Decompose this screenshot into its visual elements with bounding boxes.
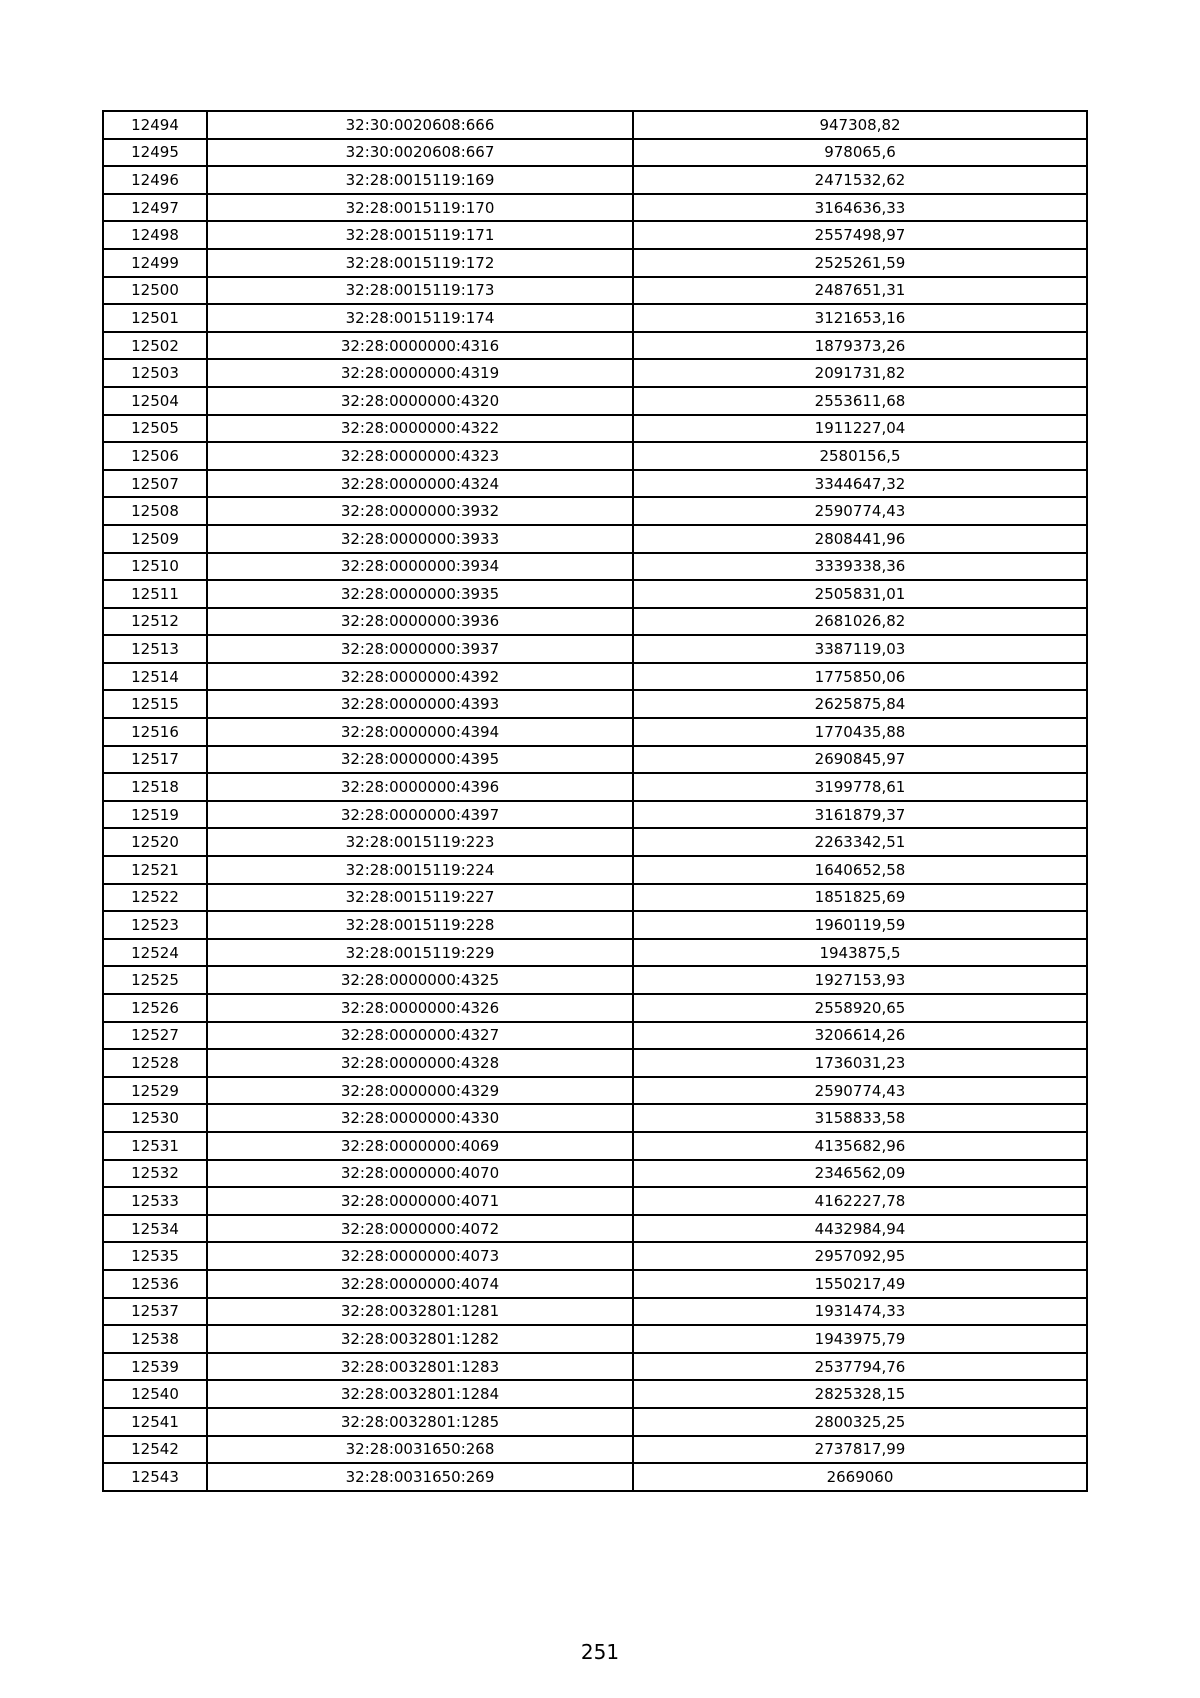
table-row <box>103 1187 1087 1215</box>
cadastral-number-cell: 32:28:0000000:4316 <box>207 332 633 360</box>
cadastral-number-cell: 32:28:0000000:3932 <box>207 497 633 525</box>
row-number-cell: 12498 <box>103 221 207 249</box>
table-row <box>103 828 1087 856</box>
table-row <box>103 580 1087 608</box>
value-cell: 3158833,58 <box>633 1104 1087 1132</box>
value-cell: 3161879,37 <box>633 801 1087 829</box>
value-cell: 947308,82 <box>633 111 1087 139</box>
table-row <box>103 856 1087 884</box>
row-number-cell: 12506 <box>103 442 207 470</box>
table-row <box>103 884 1087 912</box>
row-number-cell: 12533 <box>103 1187 207 1215</box>
value-cell: 2825328,15 <box>633 1380 1087 1408</box>
value-cell: 2590774,43 <box>633 497 1087 525</box>
cadastral-number-cell: 32:28:0032801:1285 <box>207 1408 633 1436</box>
table-row <box>103 1104 1087 1132</box>
value-cell: 1943975,79 <box>633 1325 1087 1353</box>
cadastral-number-cell: 32:28:0000000:4326 <box>207 994 633 1022</box>
value-cell: 2690845,97 <box>633 746 1087 774</box>
cadastral-number-cell: 32:28:0000000:4395 <box>207 746 633 774</box>
row-number-cell: 12519 <box>103 801 207 829</box>
table-row <box>103 194 1087 222</box>
value-cell: 4162227,78 <box>633 1187 1087 1215</box>
value-cell: 4135682,96 <box>633 1132 1087 1160</box>
cadastral-number-cell: 32:28:0000000:4069 <box>207 1132 633 1160</box>
value-cell: 2580156,5 <box>633 442 1087 470</box>
cadastral-number-cell: 32:28:0000000:4392 <box>207 663 633 691</box>
table-row <box>103 994 1087 1022</box>
value-cell: 2505831,01 <box>633 580 1087 608</box>
value-cell: 2808441,96 <box>633 525 1087 553</box>
value-cell: 4432984,94 <box>633 1215 1087 1243</box>
row-number-cell: 12540 <box>103 1380 207 1408</box>
table-row <box>103 911 1087 939</box>
table-row <box>103 1077 1087 1105</box>
value-cell: 3344647,32 <box>633 470 1087 498</box>
row-number-cell: 12512 <box>103 608 207 636</box>
cadastral-number-cell: 32:28:0015119:172 <box>207 249 633 277</box>
value-cell: 3121653,16 <box>633 304 1087 332</box>
table-row <box>103 1408 1087 1436</box>
table-row <box>103 1242 1087 1270</box>
row-number-cell: 12534 <box>103 1215 207 1243</box>
table-row <box>103 1022 1087 1050</box>
value-cell: 3164636,33 <box>633 194 1087 222</box>
table-row <box>103 249 1087 277</box>
row-number-cell: 12508 <box>103 497 207 525</box>
table-row <box>103 1325 1087 1353</box>
cadastral-number-cell: 32:28:0015119:170 <box>207 194 633 222</box>
cadastral-number-cell: 32:28:0000000:4396 <box>207 773 633 801</box>
row-number-cell: 12531 <box>103 1132 207 1160</box>
value-cell: 2346562,09 <box>633 1160 1087 1188</box>
table-row <box>103 304 1087 332</box>
cadastral-number-cell: 32:28:0032801:1281 <box>207 1298 633 1326</box>
value-cell: 1851825,69 <box>633 884 1087 912</box>
cadastral-number-cell: 32:28:0015119:224 <box>207 856 633 884</box>
table-row <box>103 277 1087 305</box>
row-number-cell: 12516 <box>103 718 207 746</box>
row-number-cell: 12511 <box>103 580 207 608</box>
table-row <box>103 332 1087 360</box>
table-row <box>103 553 1087 581</box>
cadastral-number-cell: 32:28:0000000:3936 <box>207 608 633 636</box>
value-cell: 2957092,95 <box>633 1242 1087 1270</box>
table-row <box>103 1463 1087 1491</box>
cadastral-number-cell: 32:30:0020608:666 <box>207 111 633 139</box>
cadastral-number-cell: 32:28:0015119:227 <box>207 884 633 912</box>
table-row <box>103 1215 1087 1243</box>
row-number-cell: 12535 <box>103 1242 207 1270</box>
row-number-cell: 12542 <box>103 1436 207 1464</box>
table-row <box>103 663 1087 691</box>
cadastral-number-cell: 32:28:0000000:4324 <box>207 470 633 498</box>
table-row <box>103 1132 1087 1160</box>
row-number-cell: 12517 <box>103 746 207 774</box>
table-row <box>103 470 1087 498</box>
table-row <box>103 1353 1087 1381</box>
cadastral-number-cell: 32:28:0000000:4397 <box>207 801 633 829</box>
table-row <box>103 718 1087 746</box>
table-row <box>103 139 1087 167</box>
row-number-cell: 12507 <box>103 470 207 498</box>
row-number-cell: 12522 <box>103 884 207 912</box>
cadastral-number-cell: 32:30:0020608:667 <box>207 139 633 167</box>
value-cell: 1911227,04 <box>633 415 1087 443</box>
row-number-cell: 12520 <box>103 828 207 856</box>
row-number-cell: 12527 <box>103 1022 207 1050</box>
cadastral-number-cell: 32:28:0000000:4323 <box>207 442 633 470</box>
value-cell: 2590774,43 <box>633 1077 1087 1105</box>
table-row <box>103 690 1087 718</box>
value-cell: 3387119,03 <box>633 635 1087 663</box>
cadastral-number-cell: 32:28:0015119:174 <box>207 304 633 332</box>
row-number-cell: 12532 <box>103 1160 207 1188</box>
table-row <box>103 166 1087 194</box>
cadastral-number-cell: 32:28:0000000:4072 <box>207 1215 633 1243</box>
cadastral-number-cell: 32:28:0032801:1283 <box>207 1353 633 1381</box>
cadastral-number-cell: 32:28:0031650:268 <box>207 1436 633 1464</box>
cadastral-number-cell: 32:28:0031650:269 <box>207 1463 633 1491</box>
cadastral-number-cell: 32:28:0000000:4393 <box>207 690 633 718</box>
table-row <box>103 525 1087 553</box>
row-number-cell: 12529 <box>103 1077 207 1105</box>
value-cell: 1550217,49 <box>633 1270 1087 1298</box>
page-number: 251 <box>580 1640 620 1664</box>
row-number-cell: 12497 <box>103 194 207 222</box>
cadastral-number-cell: 32:28:0015119:229 <box>207 939 633 967</box>
table-row <box>103 801 1087 829</box>
table-row <box>103 966 1087 994</box>
value-cell: 1775850,06 <box>633 663 1087 691</box>
row-number-cell: 12509 <box>103 525 207 553</box>
value-cell: 2487651,31 <box>633 277 1087 305</box>
row-number-cell: 12530 <box>103 1104 207 1132</box>
table-row <box>103 939 1087 967</box>
row-number-cell: 12502 <box>103 332 207 360</box>
cadastral-number-cell: 32:28:0000000:4320 <box>207 387 633 415</box>
row-number-cell: 12538 <box>103 1325 207 1353</box>
cadastral-number-cell: 32:28:0000000:4394 <box>207 718 633 746</box>
table-row <box>103 387 1087 415</box>
table-row <box>103 221 1087 249</box>
value-cell: 2525261,59 <box>633 249 1087 277</box>
value-cell: 2737817,99 <box>633 1436 1087 1464</box>
table-row <box>103 608 1087 636</box>
row-number-cell: 12543 <box>103 1463 207 1491</box>
row-number-cell: 12494 <box>103 111 207 139</box>
cadastral-number-cell: 32:28:0015119:169 <box>207 166 633 194</box>
data-table <box>102 110 1088 1492</box>
row-number-cell: 12510 <box>103 553 207 581</box>
value-cell: 2091731,82 <box>633 359 1087 387</box>
value-cell: 1931474,33 <box>633 1298 1087 1326</box>
value-cell: 2625875,84 <box>633 690 1087 718</box>
table-body <box>103 111 1087 1491</box>
cadastral-number-cell: 32:28:0000000:4328 <box>207 1049 633 1077</box>
table-row <box>103 635 1087 663</box>
row-number-cell: 12495 <box>103 139 207 167</box>
row-number-cell: 12521 <box>103 856 207 884</box>
cadastral-number-cell: 32:28:0000000:4073 <box>207 1242 633 1270</box>
cadastral-number-cell: 32:28:0015119:171 <box>207 221 633 249</box>
cadastral-number-cell: 32:28:0000000:4329 <box>207 1077 633 1105</box>
value-cell: 2263342,51 <box>633 828 1087 856</box>
cadastral-number-cell: 32:28:0032801:1282 <box>207 1325 633 1353</box>
row-number-cell: 12528 <box>103 1049 207 1077</box>
cadastral-number-cell: 32:28:0000000:4327 <box>207 1022 633 1050</box>
cadastral-number-cell: 32:28:0000000:3934 <box>207 553 633 581</box>
table-row <box>103 746 1087 774</box>
cadastral-number-cell: 32:28:0015119:228 <box>207 911 633 939</box>
row-number-cell: 12503 <box>103 359 207 387</box>
row-number-cell: 12505 <box>103 415 207 443</box>
row-number-cell: 12496 <box>103 166 207 194</box>
value-cell: 2553611,68 <box>633 387 1087 415</box>
cadastral-number-cell: 32:28:0000000:3937 <box>207 635 633 663</box>
table-row <box>103 359 1087 387</box>
cadastral-number-cell: 32:28:0000000:4070 <box>207 1160 633 1188</box>
row-number-cell: 12518 <box>103 773 207 801</box>
value-cell: 1736031,23 <box>633 1049 1087 1077</box>
table-row <box>103 497 1087 525</box>
row-number-cell: 12514 <box>103 663 207 691</box>
row-number-cell: 12515 <box>103 690 207 718</box>
row-number-cell: 12504 <box>103 387 207 415</box>
table-row <box>103 773 1087 801</box>
value-cell: 2681026,82 <box>633 608 1087 636</box>
row-number-cell: 12541 <box>103 1408 207 1436</box>
cadastral-number-cell: 32:28:0015119:223 <box>207 828 633 856</box>
row-number-cell: 12536 <box>103 1270 207 1298</box>
cadastral-number-cell: 32:28:0000000:4071 <box>207 1187 633 1215</box>
value-cell: 3206614,26 <box>633 1022 1087 1050</box>
value-cell: 1927153,93 <box>633 966 1087 994</box>
row-number-cell: 12526 <box>103 994 207 1022</box>
value-cell: 1943875,5 <box>633 939 1087 967</box>
table-row <box>103 1270 1087 1298</box>
row-number-cell: 12539 <box>103 1353 207 1381</box>
row-number-cell: 12537 <box>103 1298 207 1326</box>
cadastral-number-cell: 32:28:0000000:4319 <box>207 359 633 387</box>
value-cell: 3339338,36 <box>633 553 1087 581</box>
value-cell: 1960119,59 <box>633 911 1087 939</box>
value-cell: 1770435,88 <box>633 718 1087 746</box>
cadastral-number-cell: 32:28:0000000:3935 <box>207 580 633 608</box>
row-number-cell: 12501 <box>103 304 207 332</box>
value-cell: 2471532,62 <box>633 166 1087 194</box>
value-cell: 1640652,58 <box>633 856 1087 884</box>
row-number-cell: 12513 <box>103 635 207 663</box>
table-row <box>103 1160 1087 1188</box>
cadastral-number-cell: 32:28:0000000:4330 <box>207 1104 633 1132</box>
value-cell: 3199778,61 <box>633 773 1087 801</box>
value-cell: 2537794,76 <box>633 1353 1087 1381</box>
row-number-cell: 12500 <box>103 277 207 305</box>
row-number-cell: 12499 <box>103 249 207 277</box>
cadastral-number-cell: 32:28:0015119:173 <box>207 277 633 305</box>
table-row <box>103 1049 1087 1077</box>
value-cell: 2558920,65 <box>633 994 1087 1022</box>
cadastral-number-cell: 32:28:0032801:1284 <box>207 1380 633 1408</box>
row-number-cell: 12525 <box>103 966 207 994</box>
value-cell: 2800325,25 <box>633 1408 1087 1436</box>
value-cell: 2557498,97 <box>633 221 1087 249</box>
table-row <box>103 111 1087 139</box>
cadastral-number-cell: 32:28:0000000:4074 <box>207 1270 633 1298</box>
table-row <box>103 442 1087 470</box>
value-cell: 978065,6 <box>633 139 1087 167</box>
value-cell: 2669060 <box>633 1463 1087 1491</box>
cadastral-number-cell: 32:28:0000000:3933 <box>207 525 633 553</box>
table-row <box>103 415 1087 443</box>
table-row <box>103 1380 1087 1408</box>
table-row <box>103 1436 1087 1464</box>
cadastral-number-cell: 32:28:0000000:4325 <box>207 966 633 994</box>
row-number-cell: 12524 <box>103 939 207 967</box>
cadastral-number-cell: 32:28:0000000:4322 <box>207 415 633 443</box>
table-row <box>103 1298 1087 1326</box>
row-number-cell: 12523 <box>103 911 207 939</box>
value-cell: 1879373,26 <box>633 332 1087 360</box>
